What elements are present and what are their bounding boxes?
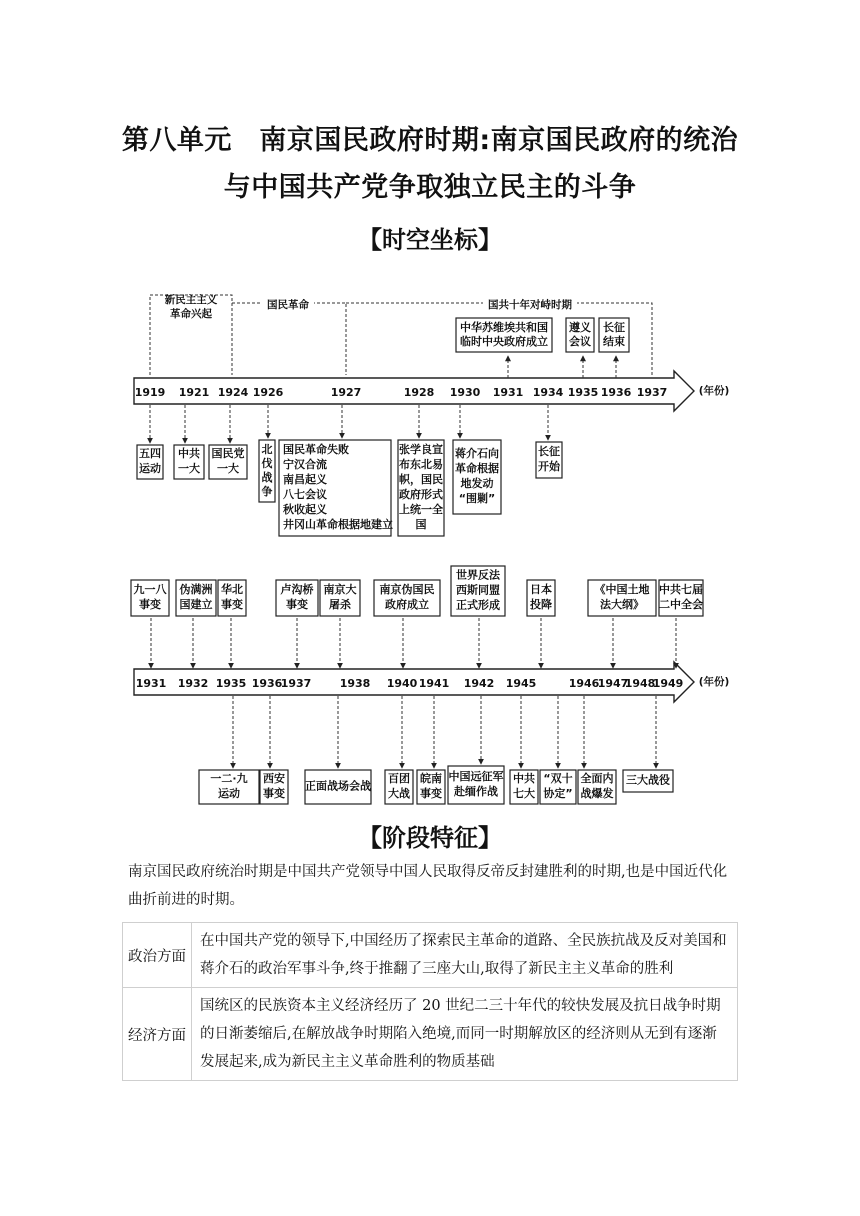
event-manchukuo-line: 国建立 <box>179 598 213 611</box>
event-second-plenum-line: 二中全会 <box>659 598 703 611</box>
event-cpc-seventh-line: 中共 <box>513 772 535 785</box>
event-long-march-end-line: 结束 <box>603 335 625 348</box>
event-manchukuo-line: 伪满洲 <box>179 583 213 596</box>
event-soviet-gov-line: 中华苏维埃共和国 <box>460 321 548 334</box>
year-label: 1924 <box>217 386 249 399</box>
year-label: 1934 <box>532 386 564 399</box>
year-label: 1931 <box>492 386 524 399</box>
event-double-ten-line: “双十 <box>543 772 573 785</box>
page-title-line2: 与中国共产党争取独立民主的斗争 <box>223 172 637 203</box>
event-north-china-line: 华北 <box>221 583 243 596</box>
year-label: 1932 <box>177 677 209 690</box>
event-second-plenum-line: 中共七届 <box>659 583 703 596</box>
event-northeast-flag-line: 布东北易 <box>399 458 443 471</box>
event-1927-events-line: 宁汉合流 <box>283 458 327 471</box>
feature-text: 在中国共产党的领导下,中国经历了探索民主革命的道路、全民族抗战及反对美国和蒋介石的政治军事斗争,终于推翻了三座大山,取得了新民主主义革命的胜利 <box>192 923 738 988</box>
year-label: 1919 <box>134 386 166 399</box>
event-marco-polo-line: 事变 <box>286 598 308 611</box>
event-kmt-first-congress-line: 一大 <box>217 462 239 475</box>
event-hundred-regiments-line: 百团 <box>388 772 410 785</box>
event-wang-regime-line: 南京伪国民 <box>379 583 435 596</box>
event-marco-polo-line: 卢沟桥 <box>280 583 314 596</box>
event-1927-events-line: 秋收起义 <box>283 503 327 516</box>
feature-text: 国统区的民族资本主义经济经历了 20 世纪二三十年代的较快发展及抗日战争时期的日渐萎缩后,在解放战争时期陷入绝境,而同一时期解放区的经济则从无到有逐渐发展起来,成为新民主主义革命胜利的物质基础 <box>192 988 738 1081</box>
period-bracket <box>232 303 346 375</box>
period-label: 国民革命 <box>267 299 309 311</box>
event-zunyi-line: 会议 <box>569 335 591 348</box>
event-xian-incident-line: 事变 <box>263 787 285 800</box>
event-soviet-gov-line: 临时中央政府成立 <box>460 335 548 348</box>
event-encirclement-line: “围剿” <box>458 492 496 505</box>
event-japan-surrender-line: 投降 <box>530 598 552 611</box>
timeline-1931-after <box>131 566 729 804</box>
event-civil-war-line: 战爆发 <box>580 787 614 800</box>
feature-row-politics <box>123 923 738 988</box>
event-northern-expedition-line: 战 <box>261 471 273 484</box>
event-long-march-start-line: 开始 <box>538 460 560 473</box>
event-front-battles-line: 正面战场会战 <box>305 779 371 793</box>
axis-unit-label: (年份) <box>698 676 730 688</box>
event-kmt-first-congress-line: 国民党 <box>211 447 245 460</box>
timeline-1931-before <box>134 293 729 536</box>
year-label: 1928 <box>403 386 435 399</box>
year-label: 1940 <box>386 677 418 690</box>
event-northeast-flag-line: 政府形式 <box>399 488 443 501</box>
event-zunyi-line: 遵义 <box>569 321 591 334</box>
year-label: 1947 <box>597 677 629 690</box>
event-1927-events-line: 南昌起义 <box>283 473 327 486</box>
year-label: 1942 <box>463 677 495 690</box>
year-label: 1935 <box>567 386 599 399</box>
event-japan-surrender-line: 日本 <box>530 583 552 596</box>
event-land-law-line: 法大纲》 <box>600 598 644 611</box>
event-dec-9-line: 一二·九 <box>210 772 248 785</box>
event-northern-expedition-line: 北 <box>261 443 273 456</box>
event-xian-incident-line: 西安 <box>263 772 285 785</box>
event-wannan-line: 事变 <box>420 787 442 800</box>
event-north-china-line: 事变 <box>221 598 243 611</box>
event-sept-18-line: 九一八 <box>133 583 167 596</box>
year-label: 1936 <box>251 677 283 690</box>
event-long-march-end-line: 长征 <box>603 321 625 334</box>
event-encirclement-line: 地发动 <box>460 477 494 490</box>
year-label: 1927 <box>330 386 362 399</box>
event-may-fourth-line: 五四 <box>139 447 161 460</box>
event-dec-9-line: 运动 <box>218 787 240 800</box>
period-label: 革命兴起 <box>170 308 212 320</box>
event-may-fourth-line: 运动 <box>139 462 161 475</box>
event-expedition-burma-line: 中国远征军 <box>448 770 504 783</box>
event-anti-fascist-alliance-line: 世界反法 <box>456 568 500 582</box>
stage-features-table <box>122 922 738 1081</box>
event-wang-regime-line: 政府成立 <box>385 598 429 611</box>
event-land-law-line: 《中国土地 <box>594 583 650 596</box>
event-1927-events-line: 国民革命失败 <box>283 443 349 456</box>
event-northeast-flag-line: 张学良宣 <box>399 443 443 456</box>
event-northern-expedition-line: 争 <box>261 485 273 498</box>
year-label: 1931 <box>135 677 167 690</box>
event-anti-fascist-alliance-line: 正式形成 <box>456 598 500 612</box>
event-long-march-start-line: 长征 <box>538 445 560 458</box>
year-label: 1936 <box>600 386 632 399</box>
period-bracket <box>150 295 232 375</box>
year-label: 1935 <box>215 677 247 690</box>
event-hundred-regiments-line: 大战 <box>388 787 410 800</box>
event-nanjing-massacre-line: 屠杀 <box>329 598 351 611</box>
event-cpc-first-congress-line: 一大 <box>178 462 200 475</box>
year-label: 1938 <box>339 677 371 690</box>
event-cpc-seventh-line: 七大 <box>513 787 535 800</box>
year-label: 1937 <box>636 386 668 399</box>
event-northeast-flag-line: 上统一全 <box>399 503 443 516</box>
event-civil-war-line: 全面内 <box>580 772 614 785</box>
year-label: 1921 <box>178 386 210 399</box>
year-label: 1948 <box>624 677 656 690</box>
event-sept-18-line: 事变 <box>139 598 161 611</box>
year-label: 1945 <box>505 677 537 690</box>
event-1927-events-line: 井冈山革命根据地建立 <box>283 518 393 531</box>
section-heading-spacetime: 【时空坐标】 <box>358 226 502 254</box>
year-label: 1937 <box>280 677 312 690</box>
event-1927-events-line: 八七会议 <box>283 488 327 501</box>
period-label: 新民主主义 <box>164 294 218 306</box>
event-northeast-flag-line: 帜，国民 <box>399 473 443 486</box>
feature-aspect: 政治方面 <box>123 923 192 988</box>
year-label: 1946 <box>568 677 600 690</box>
event-three-campaigns-line: 三大战役 <box>626 773 670 787</box>
section-heading-stage: 【阶段特征】 <box>358 824 502 852</box>
year-label: 1949 <box>652 677 684 690</box>
feature-row-economy <box>123 988 738 1081</box>
event-anti-fascist-alliance-line: 西斯同盟 <box>456 583 500 597</box>
event-encirclement-line: 蒋介石向 <box>455 447 499 460</box>
stage-intro: 南京国民政府统治时期是中国共产党领导中国人民取得反帝反封建胜利的时期,也是中国近代化曲折前进的时期。 <box>128 864 728 908</box>
event-nanjing-massacre-line: 南京大 <box>323 583 357 596</box>
axis-unit-label: (年份) <box>698 385 730 397</box>
event-northern-expedition-line: 伐 <box>261 457 273 470</box>
event-encirclement-line: 革命根据 <box>455 462 499 475</box>
event-northeast-flag-line: 国 <box>415 518 427 531</box>
page-title-line1: 第八单元 南京国民政府时期:南京国民政府的统治 <box>121 125 739 156</box>
year-label: 1926 <box>252 386 284 399</box>
event-cpc-first-congress-line: 中共 <box>178 447 200 460</box>
period-label: 国共十年对峙时期 <box>488 299 572 311</box>
event-wannan-line: 皖南 <box>420 772 442 785</box>
year-label: 1930 <box>449 386 481 399</box>
event-double-ten-line: 协定” <box>543 787 573 800</box>
feature-aspect: 经济方面 <box>123 988 192 1081</box>
event-expedition-burma-line: 赴缅作战 <box>454 785 498 798</box>
year-label: 1941 <box>418 677 450 690</box>
